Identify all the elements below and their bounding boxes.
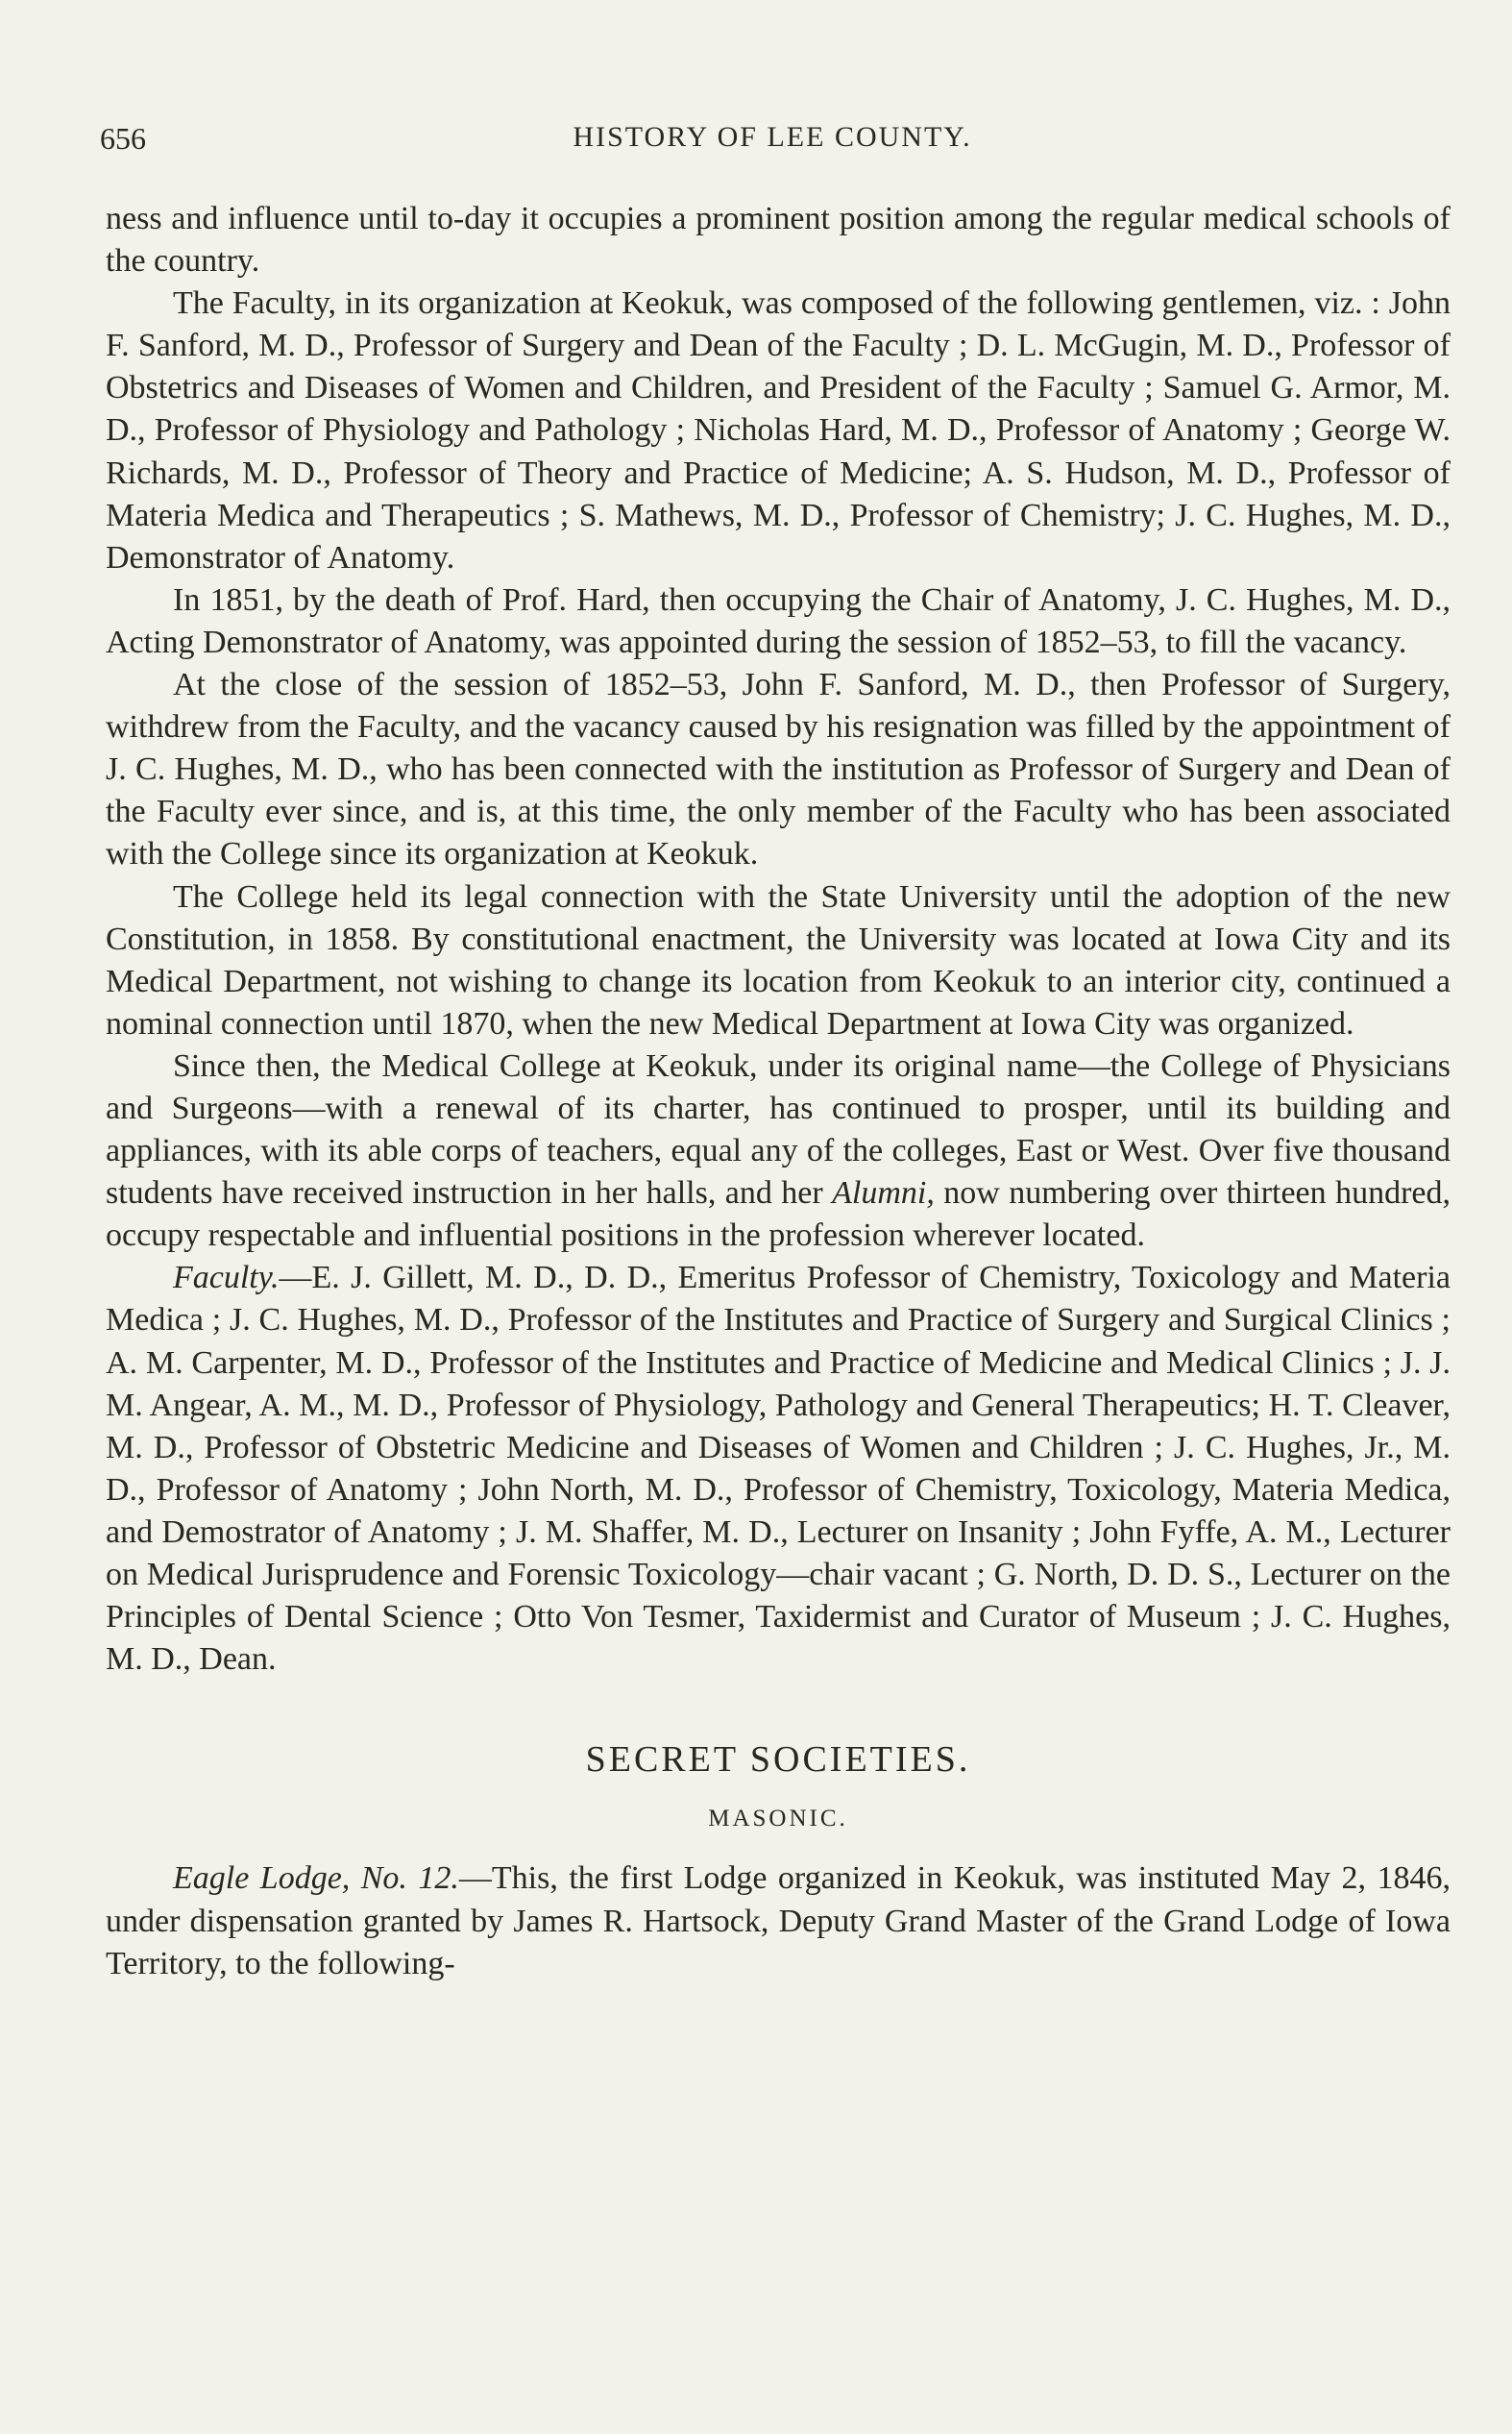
paragraph-faculty-list bbox=[106, 1257, 1451, 1681]
faculty-lead: Faculty. bbox=[173, 1260, 280, 1296]
paragraph-since-then bbox=[106, 1045, 1451, 1257]
since-then-text-b: now numbering over thirteen hundred, occupy respectable and influential positions in the profession wherever located. bbox=[106, 1175, 1451, 1254]
paragraph-session-close: At the close of the session of 1852–53, John F. Sanford, M. D., then Professor of Surgery, withdrew from the Faculty, and the vacancy caused by his resignation was filled by the appointment of J. C. Hughes, M. D., who has been connected with the institution as Professor of Surgery and Dean of the Faculty ever since, and is, at this time, the only member of the Faculty who has been associated with the College since its organization at Keokuk. bbox=[106, 667, 1451, 873]
paragraph-continuation: ness and influence until to-day it occupies a prominent position among the regular medical schools of the country. bbox=[106, 201, 1451, 280]
eagle-lodge-lead: Eagle Lodge, No. 12. bbox=[173, 1860, 459, 1897]
paragraph-1851: In 1851, by the death of Prof. Hard, then occupying the Chair of Anatomy, J. C. Hughes, M. D., Acting Demonstrator of Anatomy, was appointed during the session of 1852–53, to fill the vacancy. bbox=[106, 581, 1451, 660]
page-body bbox=[106, 198, 1451, 1985]
page-number: 656 bbox=[100, 121, 146, 156]
eagle-lodge-text: —This, the first Lodge organized in Keokuk, was instituted May 2, 1846, under dispensation granted by James R. Hartsock, Deputy Grand Master of the Grand Lodge of Iowa Territory, to the following- bbox=[106, 1860, 1451, 1981]
paragraph-state-university: The College held its legal connection with the State University until the adoption of the new Constitution, in 1858. By constitutional enactment, the University was located at Iowa City and its Medical Department, not wishing to change its location from Keokuk to an interior city, continued a nominal connection until 1870, when the new Medical Department at Iowa City was organized. bbox=[106, 878, 1451, 1042]
paragraph-faculty-organization: The Faculty, in its organization at Keokuk, was composed of the following gentlemen, viz. : John F. Sanford, M. D., Professor of Surgery and Dean of the Faculty ; D. L. McGugin, M. D., Professor of Obstetrics and Diseases of Women and Children, and President of the Faculty ; Samuel G. Armor, M. D., Professor of Physiology and Pathology ; Nicholas Hard, M. D., Professor of Anatomy ; George W. Richards, M. D., Professor of Theory and Practice of Medicine; A. S. Hudson, M. D., Professor of Materia Medica and Therapeutics ; S. Mathews, M. D., Professor of Chemistry; J. C. Hughes, M. D., Demonstrator of Anatomy. bbox=[106, 285, 1451, 576]
page-header bbox=[100, 121, 1445, 169]
paragraph-eagle-lodge bbox=[106, 1857, 1451, 1984]
faculty-list-text: —E. J. Gillett, M. D., D. D., Emeritus Professor of Chemistry, Toxicology and Materia Medica ; J. C. Hughes, M. D., Professor of the Institutes and Practice of Surgery and Surgical Clinics ; A. M. Carpenter, M. D., Professor of the Institutes and Practice of Medicine and Medical Clinics ; J. J. M. Angear, A. M., M. D., Professor of Physiology, Pathology and General Therapeutics; H. T. Cleaver, M. D., Professor of Obstetric Medicine and Diseases of Women and Children ; J. C. Hughes, Jr., M. D., Professor of Anatomy ; John North, M. D., Professor of Chemistry, Toxicology, Materia Medica, and Demostrator of Anatomy ; J. M. Shaffer, M. D., Lecturer on Insanity ; John Fyffe, A. M., Lecturer on Medical Jurisprudence and Forensic Toxicology—chair vacant ; G. North, D. D. S., Lecturer on the Principles of Dental Science ; Otto Von Tesmer, Taxidermist and Curator of Museum ; J. C. Hughes, M. D., Dean. bbox=[106, 1260, 1451, 1678]
subsection-title-masonic: MASONIC. bbox=[708, 1806, 848, 1832]
running-title: HISTORY OF LEE COUNTY. bbox=[573, 121, 972, 153]
since-then-text-a: Since then, the Medical College at Keokuk, under its original name—the College of Physicians and Surgeons—with a renewal of its charter, has continued to prosper, until its building and appliances, with its able corps of teachers, equal any of the colleges, East or West. Over five thousand students have received instruction in her halls, and her bbox=[106, 1047, 1451, 1212]
alumni-word: Alumni, bbox=[832, 1175, 935, 1212]
section-title-secret-societies: SECRET SOCIETIES. bbox=[585, 1739, 971, 1781]
